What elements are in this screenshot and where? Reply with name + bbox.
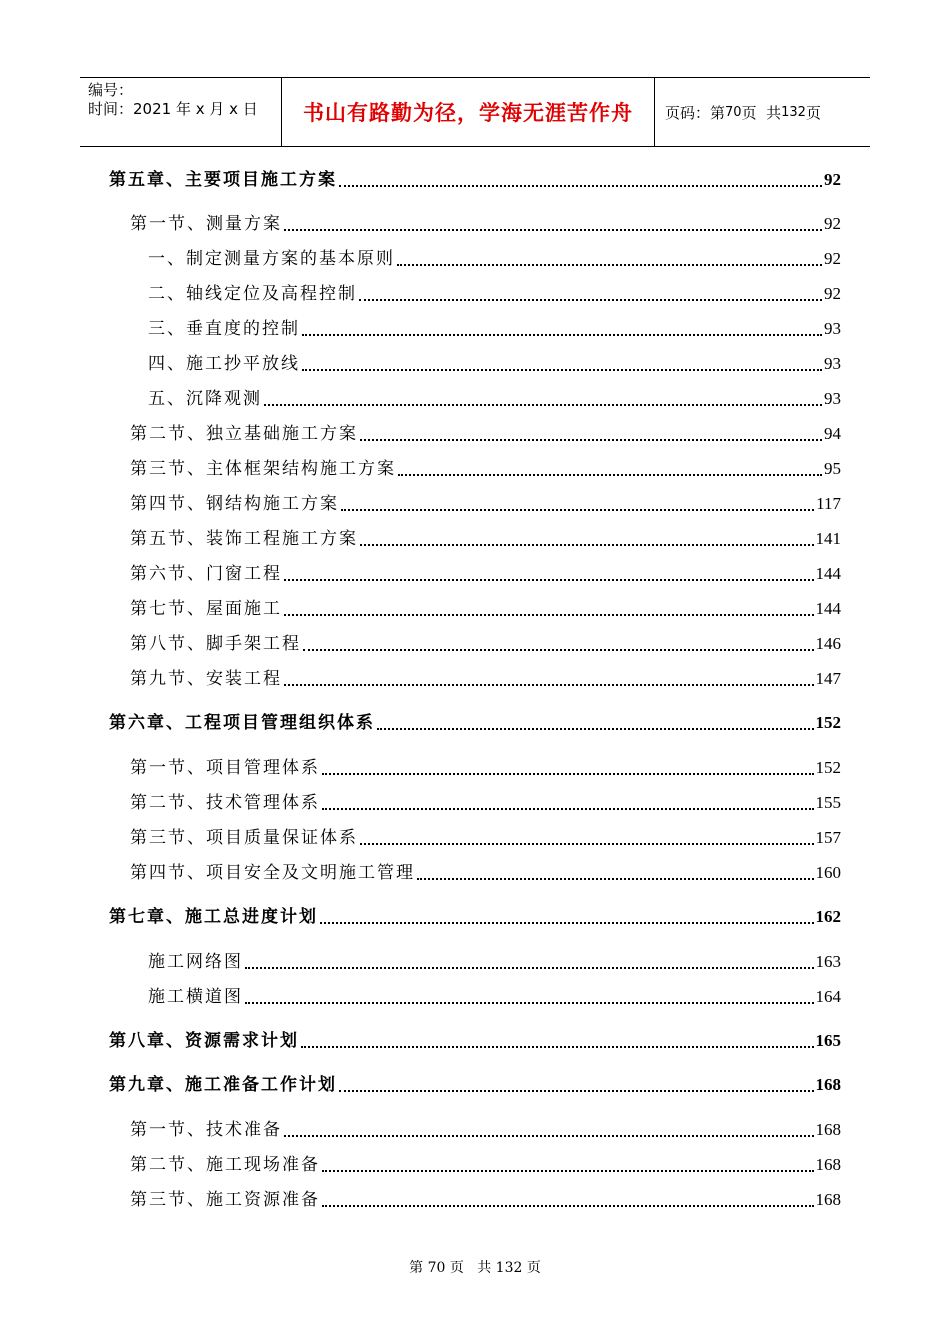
toc-entry-section[interactable]: [130, 492, 841, 516]
header-page-total: 132: [781, 104, 806, 120]
toc-leader-dots: [339, 1090, 814, 1092]
toc-entry-page: 147: [815, 669, 841, 688]
toc-entry-label: 第八节、脚手架工程: [130, 634, 301, 654]
toc-entry-label: 第四节、项目安全及文明施工管理: [130, 863, 415, 883]
toc-entry-chapter[interactable]: [109, 1073, 841, 1097]
toc-leader-dots: [360, 843, 814, 845]
toc-leader-dots: [284, 684, 814, 686]
toc-entry-page: 94: [824, 424, 841, 443]
toc-entry-page: 95: [824, 459, 841, 478]
toc-entry-sub[interactable]: [148, 352, 841, 376]
header-page-suffix: 页: [805, 103, 821, 122]
toc-leader-dots: [398, 474, 822, 476]
toc-leader-dots: [341, 509, 814, 511]
toc-leader-dots: [302, 334, 822, 336]
toc-entry-page: 162: [815, 907, 841, 926]
toc-entry-label: 施工网络图: [148, 952, 243, 972]
footer-suffix: 页: [526, 1260, 541, 1276]
toc-leader-dots: [397, 264, 822, 266]
toc-entry-section[interactable]: [130, 212, 841, 236]
footer-prefix: 第: [409, 1260, 424, 1276]
toc-leader-dots: [284, 1135, 814, 1137]
toc-entry-page: 141: [815, 529, 841, 548]
toc-entry-chapter[interactable]: [109, 711, 841, 735]
toc-entry-page: 168: [815, 1155, 841, 1174]
toc-entry-sub[interactable]: [148, 282, 841, 306]
page-footer: [0, 1257, 950, 1277]
toc-leader-dots: [377, 728, 814, 730]
header-page-prefix: 页码：第: [665, 103, 726, 122]
toc-leader-dots: [245, 967, 814, 969]
toc-entry-label: 第二节、施工现场准备: [130, 1155, 320, 1175]
toc-entry-section[interactable]: [130, 826, 841, 850]
toc-entry-section[interactable]: [130, 422, 841, 446]
header-meta: [80, 78, 282, 146]
toc-entry-section[interactable]: [130, 791, 841, 815]
toc-entry-page: 92: [824, 284, 841, 303]
toc-entry-section[interactable]: [130, 527, 841, 551]
toc-entry-label: 第六节、门窗工程: [130, 564, 282, 584]
footer-total: 132: [495, 1260, 523, 1276]
toc-entry-page: 165: [815, 1031, 841, 1050]
footer-mid: 页 共: [449, 1260, 492, 1276]
toc-entry-page: 146: [815, 634, 841, 653]
toc-entry-page: 168: [815, 1190, 841, 1209]
toc-leader-dots: [417, 878, 814, 880]
toc-entry-label: 第三节、项目质量保证体系: [130, 828, 358, 848]
page-header: [80, 77, 870, 147]
toc-entry-sub[interactable]: [148, 317, 841, 341]
toc-entry-label: 第九章、施工准备工作计划: [109, 1075, 337, 1095]
toc-leader-dots: [322, 1205, 814, 1207]
toc-entry-page: 92: [824, 249, 841, 268]
toc-leader-dots: [284, 579, 814, 581]
toc-leader-dots: [322, 1170, 814, 1172]
toc-entry-section[interactable]: [130, 1118, 841, 1142]
toc-leader-dots: [360, 544, 814, 546]
toc-entry-label: 第二节、独立基础施工方案: [130, 424, 358, 444]
toc-entry-page: 155: [815, 793, 841, 812]
toc-entry-sub[interactable]: [148, 387, 841, 411]
toc-entry-label: 三、垂直度的控制: [148, 319, 300, 339]
toc-entry-section[interactable]: [130, 562, 841, 586]
toc-leader-dots: [264, 404, 822, 406]
toc-entry-label: 一、制定测量方案的基本原则: [148, 249, 395, 269]
toc-entry-label: 第一节、测量方案: [130, 214, 282, 234]
toc-leader-dots: [339, 185, 822, 187]
toc-entry-label: 第四节、钢结构施工方案: [130, 494, 339, 514]
header-page-current: 70: [725, 104, 742, 120]
toc-entry-sub[interactable]: [148, 247, 841, 271]
toc-entry-label: 第一节、技术准备: [130, 1120, 282, 1140]
toc-entry-section[interactable]: [130, 632, 841, 656]
toc-leader-dots: [301, 1046, 814, 1048]
toc-entry-label: 第三节、施工资源准备: [130, 1190, 320, 1210]
toc-leader-dots: [284, 614, 814, 616]
toc-entry-label: 第五节、装饰工程施工方案: [130, 529, 358, 549]
header-page-number: [655, 78, 870, 146]
toc-entry-section[interactable]: [130, 861, 841, 885]
toc-entry-page: 152: [815, 713, 841, 732]
header-motto: 书山有路勤为径，学海无涯苦作舟: [282, 78, 655, 146]
header-page-mid: 页 共: [741, 103, 782, 122]
toc-entry-chapter[interactable]: [109, 168, 841, 192]
toc-leader-dots: [322, 773, 814, 775]
document-code-label: 编号：: [88, 81, 134, 99]
toc-entry-page: 168: [815, 1120, 841, 1139]
toc-leader-dots: [320, 922, 814, 924]
toc-leader-dots: [360, 439, 822, 441]
toc-entry-page: 93: [824, 389, 841, 408]
toc-entry-section[interactable]: [130, 1188, 841, 1212]
toc-entry-label: 二、轴线定位及高程控制: [148, 284, 357, 304]
toc-entry-section[interactable]: [130, 1153, 841, 1177]
toc-entry-page: 160: [815, 863, 841, 882]
toc-entry-label: 第三节、主体框架结构施工方案: [130, 459, 396, 479]
toc-entry-page: 144: [815, 599, 841, 618]
toc-entry-label: 第二节、技术管理体系: [130, 793, 320, 813]
toc-entry-section[interactable]: [130, 667, 841, 691]
toc-entry-label: 第七章、施工总进度计划: [109, 907, 318, 927]
toc-entry-section[interactable]: [130, 597, 841, 621]
toc-entry-sub[interactable]: [148, 950, 841, 974]
toc-entry-label: 第五章、主要项目施工方案: [109, 170, 337, 190]
toc-leader-dots: [302, 369, 822, 371]
toc-entry-section[interactable]: [130, 457, 841, 481]
toc-leader-dots: [303, 649, 814, 651]
toc-entry-label: 五、沉降观测: [148, 389, 262, 409]
toc-entry-sub[interactable]: [148, 985, 841, 1009]
toc-entry-page: 152: [815, 758, 841, 777]
toc-entry-label: 第一节、项目管理体系: [130, 758, 320, 778]
toc-leader-dots: [284, 229, 822, 231]
toc-entry-label: 第七节、屋面施工: [130, 599, 282, 619]
toc-entry-page: 168: [815, 1075, 841, 1094]
toc-entry-page: 163: [815, 952, 841, 971]
toc-leader-dots: [245, 1002, 814, 1004]
toc-leader-dots: [359, 299, 822, 301]
toc-entry-section[interactable]: [130, 756, 841, 780]
toc-entry-page: 144: [815, 564, 841, 583]
toc-entry-page: 93: [824, 354, 841, 373]
document-time-label: 时间：2021 年 x 月 x 日: [88, 100, 258, 118]
toc-entry-page: 92: [824, 214, 841, 233]
toc-entry-page: 93: [824, 319, 841, 338]
toc-entry-page: 92: [824, 170, 841, 189]
toc-entry-label: 第八章、资源需求计划: [109, 1031, 299, 1051]
toc-leader-dots: [322, 808, 814, 810]
toc-entry-label: 第九节、安装工程: [130, 669, 282, 689]
toc-entry-label: 第六章、工程项目管理组织体系: [109, 713, 375, 733]
footer-current: 70: [427, 1260, 446, 1276]
toc-entry-page: 157: [815, 828, 841, 847]
toc-entry-chapter[interactable]: [109, 905, 841, 929]
toc-entry-label: 四、施工抄平放线: [148, 354, 300, 374]
toc-entry-chapter[interactable]: [109, 1029, 841, 1053]
toc-entry-label: 施工横道图: [148, 987, 243, 1007]
toc-entry-page: 164: [815, 987, 841, 1006]
toc-entry-page: 117: [816, 494, 841, 513]
